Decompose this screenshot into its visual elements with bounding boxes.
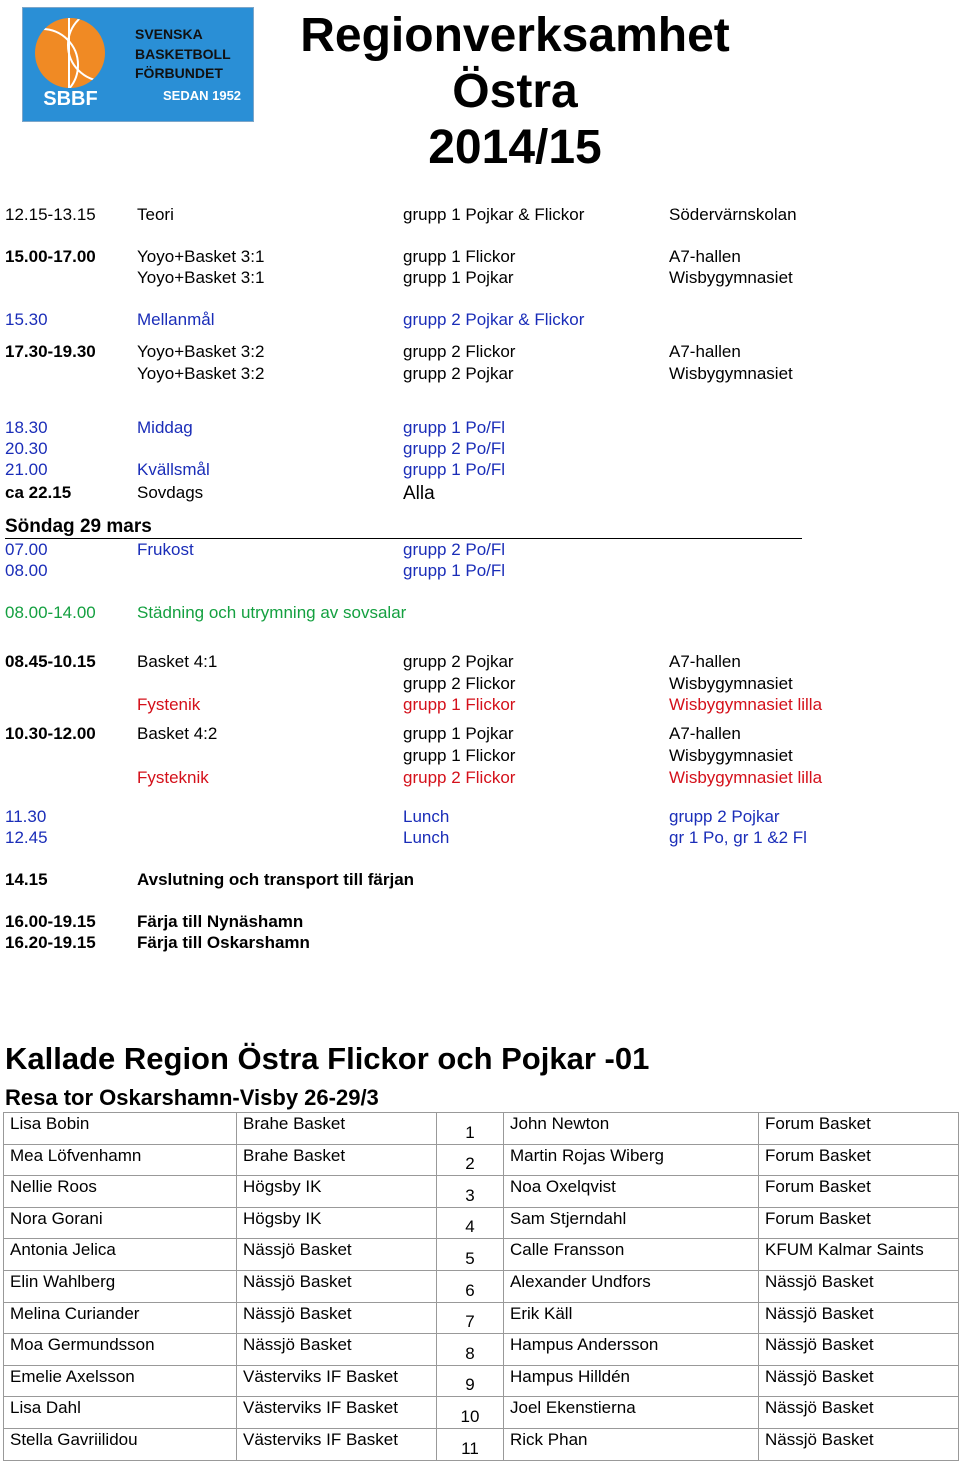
group: grupp 1 Pojkar	[403, 268, 514, 287]
group: grupp 2 Pojkar	[403, 652, 514, 671]
boy-club: Forum Basket	[759, 1113, 959, 1145]
activity: Yoyo+Basket 3:1	[137, 247, 265, 266]
roster-body	[4, 1113, 959, 1461]
table-row	[4, 1397, 959, 1429]
row-number: 4	[437, 1207, 504, 1239]
activity: Fysteknik	[137, 768, 209, 787]
schedule-row	[0, 674, 960, 694]
time: 12.15-13.15	[5, 205, 96, 224]
basketball-icon	[35, 18, 105, 88]
schedule-row	[0, 364, 960, 384]
table-row	[4, 1270, 959, 1302]
group: Lunch	[403, 807, 450, 826]
girl-club: Västerviks IF Basket	[237, 1428, 437, 1460]
boy-name: Sam Stjerndahl	[504, 1207, 759, 1239]
group: grupp 2 Flickor	[403, 342, 516, 361]
girl-name: Stella Gavriilidou	[4, 1428, 237, 1460]
page-title-line-3: 2014/15	[428, 121, 602, 174]
roster-table	[3, 1112, 959, 1461]
place: Wisbygymnasiet	[669, 746, 793, 765]
girl-club: Nässjö Basket	[237, 1270, 437, 1302]
girl-club: Västerviks IF Basket	[237, 1365, 437, 1397]
group: grupp 1 Pojkar	[403, 724, 514, 743]
schedule-row	[0, 439, 960, 459]
page-title-line-1: Regionverksamhet	[300, 9, 730, 62]
place: A7-hallen	[669, 652, 741, 671]
girl-name: Emelie Axelsson	[4, 1365, 237, 1397]
activity: Kvällsmål	[137, 460, 210, 479]
schedule-row	[0, 828, 960, 848]
place: Södervärnskolan	[669, 205, 797, 224]
group: grupp 1 Flickor	[403, 695, 516, 714]
table-row	[4, 1302, 959, 1334]
schedule-row	[0, 205, 960, 225]
boy-club: Nässjö Basket	[759, 1365, 959, 1397]
schedule-row	[0, 483, 960, 503]
place: Wisbygymnasiet	[669, 268, 793, 287]
girl-club: Västerviks IF Basket	[237, 1397, 437, 1429]
time: 15.30	[5, 310, 48, 329]
logo-line-3: FÖRBUNDET	[135, 65, 223, 81]
time: 08.00	[5, 561, 48, 580]
time: 11.30	[5, 807, 47, 826]
page-title-line-2: Östra	[452, 65, 578, 118]
place: grupp 2 Pojkar	[669, 807, 780, 826]
schedule-row	[0, 460, 960, 480]
place: Wisbygymnasiet lilla	[669, 768, 823, 787]
girl-name: Elin Wahlberg	[4, 1270, 237, 1302]
girl-name: Mea Löfvenhamn	[4, 1144, 237, 1176]
activity: Avslutning och transport till färjan	[137, 870, 415, 889]
girl-name: Lisa Bobin	[4, 1113, 237, 1145]
table-row	[4, 1144, 959, 1176]
girl-name: Melina Curiander	[4, 1302, 237, 1334]
time: 07.00	[5, 540, 48, 559]
table-row	[4, 1428, 959, 1460]
time: 08.00-14.00	[5, 603, 96, 622]
schedule-row	[0, 933, 960, 953]
boy-name: Noa Oxelqvist	[504, 1176, 759, 1208]
time: 16.20-19.15	[5, 933, 96, 952]
activity: Färja till Nynäshamn	[137, 912, 304, 931]
time: ca 22.15	[5, 483, 72, 502]
girl-club: Nässjö Basket	[237, 1334, 437, 1366]
place: A7-hallen	[669, 724, 741, 743]
time: 10.30-12.00	[5, 724, 96, 743]
group: grupp 2 Pojkar & Flickor	[403, 310, 585, 329]
group: grupp 1 Pojkar & Flickor	[403, 205, 585, 224]
table-row	[4, 1176, 959, 1208]
boy-club: KFUM Kalmar Saints	[759, 1239, 959, 1271]
row-number: 6	[437, 1270, 504, 1302]
group: grupp 2 Flickor	[403, 674, 516, 693]
boy-name: Rick Phan	[504, 1428, 759, 1460]
row-number: 11	[437, 1428, 504, 1460]
time: 15.00-17.00	[5, 247, 96, 266]
schedule-row	[0, 310, 960, 330]
schedule-row	[0, 912, 960, 932]
row-number: 2	[437, 1144, 504, 1176]
schedule-row	[0, 561, 960, 581]
time: 18.30	[5, 418, 48, 437]
girl-club: Nässjö Basket	[237, 1239, 437, 1271]
activity: Frukost	[137, 540, 194, 559]
schedule-row	[0, 724, 960, 744]
boy-club: Forum Basket	[759, 1144, 959, 1176]
table-row	[4, 1239, 959, 1271]
logo-line-2: BASKETBOLL	[135, 46, 231, 62]
boy-name: Calle Fransson	[504, 1239, 759, 1271]
group: grupp 1 Po/Fl	[403, 418, 506, 437]
time: 21.00	[5, 460, 48, 479]
time: 08.45-10.15	[5, 652, 96, 671]
group: grupp 1 Po/Fl	[403, 460, 506, 479]
boy-name: Joel Ekenstierna	[504, 1397, 759, 1429]
place: gr 1 Po, gr 1 &2 Fl	[669, 828, 807, 847]
activity: Middag	[137, 418, 193, 437]
girl-club: Brahe Basket	[237, 1144, 437, 1176]
boy-club: Forum Basket	[759, 1176, 959, 1208]
group: grupp 2 Flickor	[403, 768, 516, 787]
activity: Yoyo+Basket 3:1	[137, 268, 265, 287]
kallade-heading: Kallade Region Östra Flickor och Pojkar -01	[5, 1041, 650, 1076]
boy-name: Hampus Hilldén	[504, 1365, 759, 1397]
girl-name: Nellie Roos	[4, 1176, 237, 1208]
boy-name: Alexander Undfors	[504, 1270, 759, 1302]
boy-club: Nässjö Basket	[759, 1302, 959, 1334]
boy-name: John Newton	[504, 1113, 759, 1145]
group: grupp 2 Po/Fl	[403, 439, 506, 458]
boy-name: Hampus Andersson	[504, 1334, 759, 1366]
activity: Teori	[137, 205, 174, 224]
schedule-row	[0, 247, 960, 267]
group: Alla	[403, 483, 435, 504]
row-number: 9	[437, 1365, 504, 1397]
row-number: 5	[437, 1239, 504, 1271]
girl-name: Antonia Jelica	[4, 1239, 237, 1271]
schedule-row	[0, 540, 960, 560]
boy-name: Erik Käll	[504, 1302, 759, 1334]
group: grupp 1 Flickor	[403, 746, 516, 765]
time: 16.00-19.15	[5, 912, 96, 931]
schedule-row	[0, 652, 960, 672]
activity: Yoyo+Basket 3:2	[137, 342, 265, 361]
boy-club: Forum Basket	[759, 1207, 959, 1239]
activity: Basket 4:2	[137, 724, 218, 743]
group: grupp 1 Po/Fl	[403, 561, 506, 580]
row-number: 8	[437, 1334, 504, 1366]
row-number: 3	[437, 1176, 504, 1208]
time: 12.45	[5, 828, 48, 847]
place: A7-hallen	[669, 247, 741, 266]
schedule-row	[0, 418, 960, 438]
logo-line-1: SVENSKA	[135, 26, 203, 42]
girl-club: Brahe Basket	[237, 1113, 437, 1145]
girl-name: Lisa Dahl	[4, 1397, 237, 1429]
sunday-heading: Söndag 29 mars	[5, 516, 802, 539]
boy-club: Nässjö Basket	[759, 1334, 959, 1366]
logo-sedan: SEDAN 1952	[163, 88, 242, 103]
schedule-row	[0, 807, 960, 827]
place: A7-hallen	[669, 342, 741, 361]
boy-name: Martin Rojas Wiberg	[504, 1144, 759, 1176]
row-number: 1	[437, 1113, 504, 1145]
place: Wisbygymnasiet lilla	[669, 695, 823, 714]
row-number: 7	[437, 1302, 504, 1334]
girl-club: Högsby IK	[237, 1207, 437, 1239]
group: grupp 2 Po/Fl	[403, 540, 506, 559]
girl-club: Nässjö Basket	[237, 1302, 437, 1334]
activity: Basket 4:1	[137, 652, 218, 671]
activity: Mellanmål	[137, 310, 215, 329]
time: 14.15	[5, 870, 48, 889]
table-row	[4, 1334, 959, 1366]
schedule-row	[0, 268, 960, 288]
table-row	[4, 1207, 959, 1239]
table-row	[4, 1365, 959, 1397]
activity: Städning och utrymning av sovsalar	[137, 603, 407, 622]
sbbf-logo	[22, 7, 254, 122]
time: 17.30-19.30	[5, 342, 96, 361]
boy-club: Nässjö Basket	[759, 1397, 959, 1429]
schedule-row	[0, 695, 960, 715]
table-row	[4, 1113, 959, 1145]
place: Wisbygymnasiet	[669, 674, 793, 693]
group: Lunch	[403, 828, 450, 847]
schedule-row	[0, 768, 960, 788]
girl-club: Högsby IK	[237, 1176, 437, 1208]
logo-abbr: SBBF	[43, 88, 98, 110]
boy-club: Nässjö Basket	[759, 1270, 959, 1302]
girl-name: Moa Germundsson	[4, 1334, 237, 1366]
row-number: 10	[437, 1397, 504, 1429]
time: 20.30	[5, 439, 48, 458]
activity: Färja till Oskarshamn	[137, 933, 310, 952]
schedule-row	[0, 746, 960, 766]
boy-club: Nässjö Basket	[759, 1428, 959, 1460]
resa-heading: Resa tor Oskarshamn-Visby 26-29/3	[5, 1085, 379, 1110]
group: grupp 2 Pojkar	[403, 364, 514, 383]
activity: Sovdags	[137, 483, 204, 502]
place: Wisbygymnasiet	[669, 364, 793, 383]
group: grupp 1 Flickor	[403, 247, 516, 266]
schedule-row	[0, 870, 960, 890]
activity: Fystenik	[137, 695, 201, 714]
activity: Yoyo+Basket 3:2	[137, 364, 265, 383]
schedule-row	[0, 342, 960, 362]
schedule-row	[0, 603, 960, 623]
girl-name: Nora Gorani	[4, 1207, 237, 1239]
